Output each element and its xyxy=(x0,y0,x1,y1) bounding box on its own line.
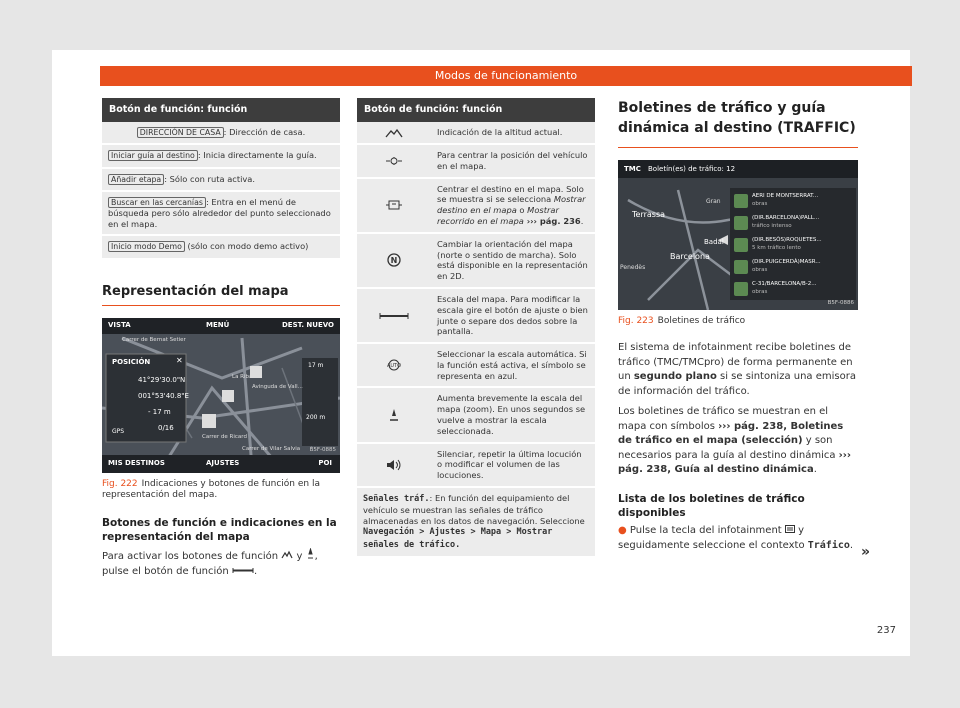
scale-bottom: 200 m xyxy=(306,413,326,421)
table-row xyxy=(102,144,340,167)
center-destination-icon xyxy=(385,199,403,211)
subheading: Botones de función e indicaciones en la representación del mapa xyxy=(102,516,337,544)
paragraph: El sistema de infotainment recibe boletines de tráfico (TMC/TMCpro) de forma permanente en un segundo plano si se sintoniza una emisora de información del tráfico. xyxy=(618,342,856,397)
city-label: Gran xyxy=(706,197,721,205)
figure-caption-text: Boletines de tráfico xyxy=(657,315,746,326)
paragraph: Los boletines de tráfico se muestran en el mapa con símbolos ››› pág. 238, Boletines de tráfico en el mapa (selección) y son necesarios para la guía al destino dinámica ››› pág. 238, Guía al destino dinámica. xyxy=(618,406,852,476)
table-row-note xyxy=(357,487,595,557)
tmc-label: TMC xyxy=(624,164,641,173)
map-new-destination-button[interactable]: DEST. NUEVO xyxy=(281,320,334,329)
list-item[interactable]: (DIR.BARCELONA)PALL... tráfico intenso xyxy=(734,212,850,234)
street-label: La Riba xyxy=(232,373,253,380)
map-menu-button[interactable]: MENÚ xyxy=(206,320,230,329)
function-table-1 xyxy=(102,98,340,260)
position-panel-title: POSICIÓN xyxy=(112,357,151,366)
continue-icon: » xyxy=(860,544,870,560)
compass-north-icon xyxy=(387,253,401,267)
function-key: Iniciar guía al destino xyxy=(108,150,198,161)
figure-code: B5F-0886 xyxy=(827,299,854,306)
row-desc: Seleccionar la escala automática. Si la función está activa, el símbolo se representa en azul. xyxy=(431,343,595,387)
figure-number: Fig. 222 xyxy=(102,478,138,489)
figure-caption xyxy=(102,479,340,502)
function-key: Inicio modo Demo xyxy=(108,241,185,252)
table-row xyxy=(357,178,595,233)
row-desc: Cambiar la orientación del mapa (norte o sentido de marcha). Solo está disponible en la representación en 2D. xyxy=(431,233,595,288)
city-label: Terrassa xyxy=(632,209,666,219)
row-desc: : Inicia directamente la guía. xyxy=(197,150,317,161)
row-desc: Centrar el destino en el mapa. Solo se muestra si se selecciona Mostrar destino en el mapa o Mostrar recorrido en el mapa ››› pág. 236. xyxy=(431,178,595,233)
table-row xyxy=(357,144,595,178)
column-middle xyxy=(357,98,595,558)
section-title-map: Representación del mapa xyxy=(102,284,340,306)
function-table-2 xyxy=(357,98,595,558)
svg-text:N: N xyxy=(390,256,398,266)
bullet-item: ● Pulse la tecla del infotainment y seguidamente seleccione el contexto Tráfico. xyxy=(618,525,854,551)
row-desc: : Sólo con ruta activa. xyxy=(164,173,256,184)
figure-caption-text: Indicaciones y botones de función en la representación del mapa. xyxy=(102,478,320,501)
figure-number: Fig. 223 xyxy=(618,315,654,326)
table-row xyxy=(357,443,595,487)
satellites: 0/16 xyxy=(158,423,174,432)
close-icon[interactable]: ✕ xyxy=(176,355,183,365)
latitude: 41°29'30.0"N xyxy=(138,375,186,384)
bullet-icon: ● xyxy=(618,525,627,537)
row-desc: Silenciar, repetir la última locución o modificar el volumen de las locuciones. xyxy=(431,443,595,487)
map-scale-icon xyxy=(379,312,409,320)
mute-voice-icon xyxy=(385,458,403,472)
section-title-traffic: Boletines de tráfico y guía dinámica al destino (TRAFFIC) xyxy=(618,98,858,148)
auto-scale-icon xyxy=(385,359,403,371)
table-row xyxy=(357,387,595,442)
table-row xyxy=(357,343,595,387)
longitude: 001°53'40.8"E xyxy=(138,391,189,400)
table-row xyxy=(102,168,340,191)
subheading: Lista de los boletines de tráfico disponibles xyxy=(618,492,805,519)
page-link[interactable]: ››› pág. 238, Guía al destino dinámica xyxy=(618,449,852,476)
table-row xyxy=(102,122,340,144)
list-item[interactable]: (DIR.BESÒS)ROQUETES... 5 km tráfico lento xyxy=(734,234,850,256)
row-desc: Indicación de la altitud actual. xyxy=(431,122,595,144)
figure-caption xyxy=(618,316,858,328)
street-label: Carrer de Bernat Setier xyxy=(122,336,186,343)
row-desc: (sólo con modo demo activo) xyxy=(184,241,309,252)
table-row xyxy=(357,122,595,144)
table-row xyxy=(357,233,595,288)
map-screenshot xyxy=(102,318,340,473)
page xyxy=(52,50,910,656)
table-heading: Botón de función: función xyxy=(102,98,340,122)
function-key: DIRECCIÓN DE CASA xyxy=(137,127,224,138)
altitude: - 17 m xyxy=(148,407,171,416)
street-label: Avinguda de Vall... xyxy=(252,383,303,390)
table-row xyxy=(102,235,340,258)
row-desc: Escala del mapa. Para modificar la escala gire el botón de ajuste o bien junte o separe dos dedos sobre la pantalla. xyxy=(431,288,595,343)
map-view-button[interactable]: VISTA xyxy=(108,320,131,329)
note-key: Señales tráf. xyxy=(363,493,430,504)
altitude-icon xyxy=(385,128,403,138)
infotainment-key-icon xyxy=(785,525,795,533)
center-position-icon xyxy=(385,156,403,166)
paragraph: Para activar los botones de función y , pulse el botón de función . xyxy=(102,548,340,579)
map-poi-button[interactable]: POI xyxy=(318,458,332,467)
traffic-title: Boletín(es) de tráfico: 12 xyxy=(648,164,736,173)
map-my-destinations-button[interactable]: MIS DESTINOS xyxy=(108,458,165,467)
page-link[interactable]: ››› pág. 238, Boletines de tráfico en el mapa (selección) xyxy=(618,420,844,447)
row-desc: Para centrar la posición del vehículo en el mapa. xyxy=(431,144,595,178)
traffic-list xyxy=(734,190,850,300)
function-key: Buscar en las cercanías xyxy=(108,197,206,208)
traffic-screenshot xyxy=(618,160,858,310)
scale-top: 17 m xyxy=(308,361,324,369)
street-label: Carrer de Ricard xyxy=(202,433,247,440)
figure-code: B5F-0885 xyxy=(309,446,336,453)
row-desc: Aumenta brevemente la escala del mapa (zoom). En unos segundos se vuelve a mostrar la escala seleccionada. xyxy=(431,387,595,442)
list-item[interactable]: AERI DE MONTSERRAT... obras xyxy=(734,190,850,212)
list-item[interactable]: C-31/BARCELONA/B-2... obras xyxy=(734,278,850,300)
column-right xyxy=(618,98,858,553)
note-path: Navegación > Ajustes > Mapa > Mostrar señales de tráfico. xyxy=(363,527,553,550)
table-heading: Botón de función: función xyxy=(357,98,595,122)
gps-label: GPS xyxy=(112,427,125,435)
street-label: Carrer de Vilar Salvia xyxy=(242,445,301,452)
page-link[interactable]: ››› pág. 236 xyxy=(523,216,581,227)
note-text: : En función del equipamiento del vehículo se muestran las señales de tráfico almacenadas en los datos de navegación. Seleccione xyxy=(363,492,585,526)
page-header: Modos de funcionamiento xyxy=(100,66,912,86)
table-row xyxy=(102,191,340,236)
city-label: Badal xyxy=(704,237,724,246)
table-row xyxy=(357,288,595,343)
column-left xyxy=(102,98,340,579)
altitude-icon xyxy=(281,550,293,559)
zoom-icon xyxy=(306,548,315,559)
row-desc: : Entra en el menú de búsqueda pero sólo alrededor del punto seleccionado en el mapa. xyxy=(108,196,331,229)
function-key: Añadir etapa xyxy=(108,174,164,185)
map-scale-icon xyxy=(232,567,254,574)
page-number: 237 xyxy=(876,625,896,636)
list-item[interactable]: (DIR.PUIGCERDÀ)MASR... obras xyxy=(734,256,850,278)
city-label: Penedès xyxy=(620,263,646,271)
svg-text:AUTO: AUTO xyxy=(386,363,402,370)
city-label: Barcelona xyxy=(670,251,710,261)
map-settings-button[interactable]: AJUSTES xyxy=(206,458,240,467)
zoom-icon xyxy=(388,408,400,422)
row-desc: : Dirección de casa. xyxy=(223,127,306,138)
